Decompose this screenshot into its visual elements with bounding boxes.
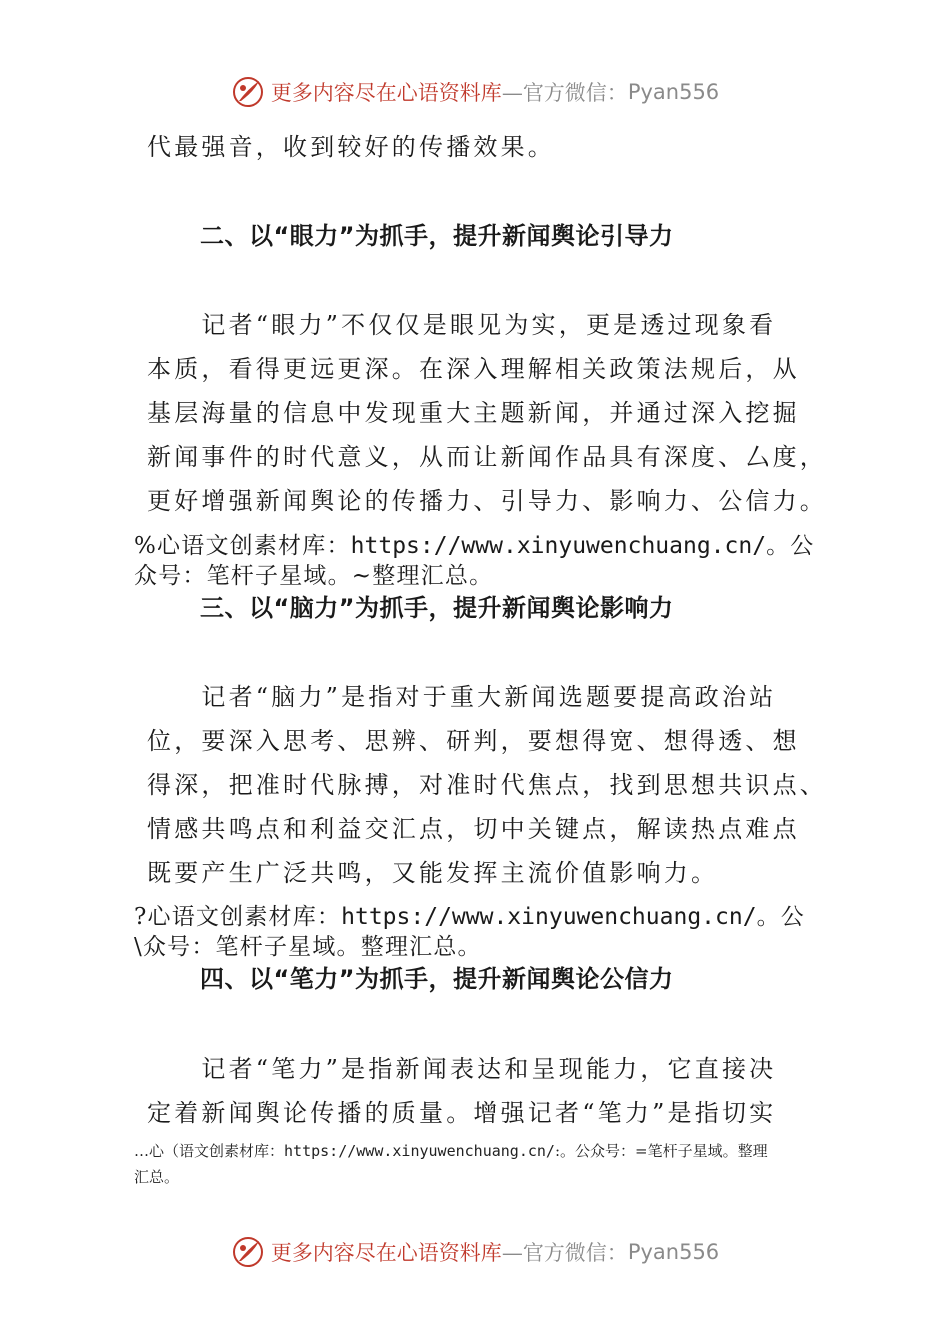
banner-wechat-id: Pyan556 [627,80,720,104]
section-heading-3: 三、以“脑力”为抓手，提升新闻舆论影响力 [200,594,674,622]
source-note-1-cont: 众号：笔杆子星域。~整理汇总。 [134,563,494,589]
paragraph-line: 记者“笔力”是指新闻表达和呈现能力，它直接决 [147,1055,777,1083]
banner-official-text: —官方微信： [501,1241,628,1265]
source-note-2-cont: \众号：笔杆子星域。整理汇总。 [134,934,482,960]
paragraph-line: 位，要深入思考、思辨、研判，要想得宽、想得透、想 [147,727,800,755]
footnote-line [134,1138,834,1164]
paragraph-line: 更好增强新闻舆论的传播力、引导力、影响力、公信力。 [147,487,827,515]
paragraph-line: 定着新闻舆论传播的质量。增强记者“笔力”是指切实 [147,1099,777,1127]
paragraph-line: 本质，看得更远更深。在深入理解相关政策法规后，从 [147,355,800,383]
banner-official-text: —官方微信： [501,81,628,105]
source-url: https://www.xinyuwenchuang.cn/ [350,533,767,559]
quill-logo-icon [231,75,265,109]
quill-logo-icon [231,1235,265,1269]
source-note-suffix: 。公 [766,533,815,559]
paragraph-line: 情感共鸣点和利益交汇点，切中关键点，解读热点难点 [147,815,800,843]
paragraph-line: 得深，把准时代脉搏，对准时代焦点，找到思想共识点、 [147,771,827,799]
paragraph-line: 记者“脑力”是指对于重大新闻选题要提高政治站 [147,683,777,711]
footnote-line-cont: 汇总。 [134,1168,180,1186]
paragraph-line: 新闻事件的时代意义，从而让新闻作品具有深度、厶度， [147,443,827,471]
footnote-url: https://www.xinyuwenchuang.cn/ [284,1142,555,1160]
source-note-2 [134,903,834,931]
footer-watermark-banner [0,1230,950,1274]
source-note-1 [134,532,834,560]
text-line: 代最强音，收到较好的传播效果。 [147,133,555,161]
paragraph-line: 基层海量的信息中发现重大主题新闻，并通过深入挖掘 [147,399,800,427]
section-heading-2: 二、以“眼力”为抓手，提升新闻舆论引导力 [200,222,674,250]
source-note-prefix: %心语文创素材库： [134,533,351,559]
section-heading-4: 四、以“笔力”为抓手，提升新闻舆论公信力 [200,965,674,993]
banner-wechat-id: Pyan556 [627,1240,720,1264]
source-note-prefix: ?心语文创素材库： [134,904,342,930]
header-watermark-banner [0,70,950,114]
source-note-suffix: 。公 [756,904,805,930]
footnote-suffix: :。公众号：=笔杆子星域。整理 [554,1142,768,1160]
banner-highlight-text: 更多内容尽在心语资料库 [270,1241,502,1265]
paragraph-line: 记者“眼力”不仅仅是眼见为实，更是透过现象看 [147,311,777,339]
paragraph-line: 既要产生广泛共鸣，又能发挥主流价值影响力。 [147,859,719,887]
footnote-prefix: …心（语文创素材库： [134,1142,285,1160]
source-url: https://www.xinyuwenchuang.cn/ [341,904,757,930]
banner-highlight-text: 更多内容尽在心语资料库 [270,81,502,105]
